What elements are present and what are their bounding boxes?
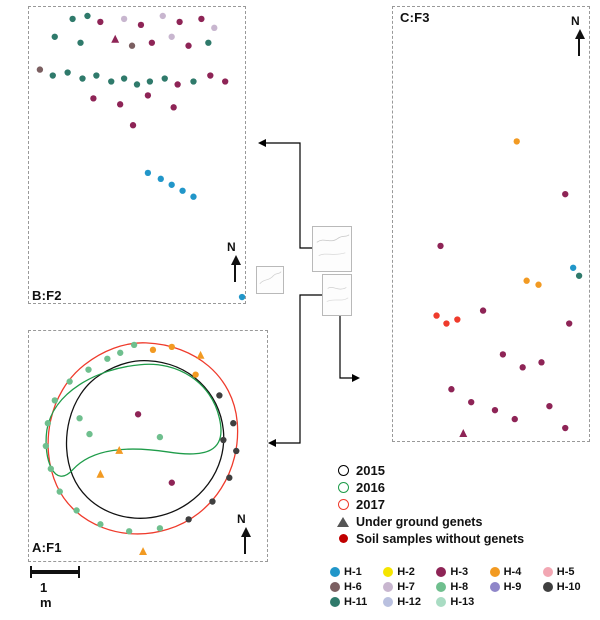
- haplotype-swatch-icon: [436, 567, 446, 577]
- f2-points: [37, 13, 245, 300]
- haplotype-item: [383, 581, 436, 593]
- legend-row-2016: [330, 479, 594, 496]
- haplotype-swatch-icon: [383, 582, 393, 592]
- panel-f3-scatter: [393, 7, 589, 441]
- haplotype-label: H-7: [397, 581, 415, 593]
- circle-outline-icon: [330, 465, 356, 476]
- f3-points: [433, 138, 582, 437]
- haplotype-item: [383, 566, 436, 578]
- circle-outline-icon: [330, 499, 356, 510]
- haplotype-label: H-11: [344, 596, 368, 608]
- haplotype-swatch-icon: [383, 567, 393, 577]
- inset-map-2: [312, 226, 352, 272]
- haplotype-item: [543, 581, 596, 593]
- haplotype-swatch-icon: [330, 582, 340, 592]
- haplotype-legend: [330, 566, 596, 608]
- haplotype-swatch-icon: [330, 567, 340, 577]
- north-arrowhead-icon: [231, 255, 241, 265]
- legend-row-soil: [330, 530, 594, 547]
- haplotype-item: [436, 596, 489, 608]
- haplotype-label: H-2: [397, 566, 415, 578]
- haplotype-item: [490, 566, 543, 578]
- haplotype-item: [330, 596, 383, 608]
- haplotype-label: H-4: [503, 566, 522, 578]
- haplotype-swatch-icon: [436, 582, 446, 592]
- f1-points: [43, 342, 240, 555]
- haplotype-swatch-icon: [383, 597, 393, 607]
- inset-map-1-sketch: [257, 267, 283, 293]
- haplotype-swatch-icon: [490, 567, 500, 577]
- triangle-icon: [330, 517, 356, 527]
- north-arrow-f2: [222, 240, 244, 284]
- f1-contours: [46, 343, 238, 534]
- haplotype-item: [330, 581, 383, 593]
- inset-map-3: [322, 274, 352, 316]
- legend-label-2016: 2016: [356, 480, 385, 495]
- legend-row-underground: [330, 513, 594, 530]
- north-arrow-f3: [566, 14, 588, 58]
- haplotype-swatch-icon: [490, 582, 500, 592]
- haplotype-swatch-icon: [330, 597, 340, 607]
- legend-label-2015: 2015: [356, 463, 385, 478]
- north-letter: N: [227, 240, 236, 254]
- haplotype-label: H-1: [344, 566, 362, 578]
- panel-f2-label: B:F2: [32, 288, 62, 303]
- north-arrowhead-icon: [241, 527, 251, 537]
- north-stem: [234, 264, 236, 282]
- north-arrowhead-icon: [575, 29, 585, 39]
- north-stem: [578, 38, 580, 56]
- inset-map-1: [256, 266, 284, 294]
- haplotype-label: H-10: [556, 581, 581, 593]
- panel-f3-label: C:F3: [400, 10, 430, 25]
- scale-bar-label: 1 m: [40, 580, 52, 610]
- haplotype-item: [383, 596, 436, 608]
- north-stem: [244, 536, 246, 554]
- panel-f3: [392, 6, 590, 442]
- legend: [330, 462, 594, 547]
- panel-f2: [28, 6, 246, 304]
- legend-label-underground: Under ground genets: [356, 514, 483, 529]
- haplotype-label: H-9: [503, 581, 522, 593]
- legend-label-soil: Soil samples without genets: [356, 531, 525, 546]
- circle-outline-icon: [330, 482, 356, 493]
- legend-row-2017: [330, 496, 594, 513]
- haplotype-label: H-6: [344, 581, 362, 593]
- haplotype-label: H-3: [450, 566, 469, 578]
- haplotype-item: [543, 566, 596, 578]
- haplotype-swatch-icon: [543, 567, 553, 577]
- haplotype-item: [436, 581, 489, 593]
- panel-f1-label: A:F1: [32, 540, 62, 555]
- haplotype-label: H-12: [397, 596, 422, 608]
- north-arrow-f1: [232, 512, 254, 556]
- scale-bar-line: [30, 570, 80, 574]
- haplotype-swatch-icon: [436, 597, 446, 607]
- haplotype-label: H-8: [450, 581, 469, 593]
- haplotype-item: [490, 581, 543, 593]
- legend-label-2017: 2017: [356, 497, 385, 512]
- haplotype-label: H-13: [450, 596, 475, 608]
- north-letter: N: [571, 14, 580, 28]
- haplotype-item: [436, 566, 489, 578]
- inset-map-2-sketch: [313, 227, 351, 271]
- inset-map-3-sketch: [323, 275, 351, 315]
- haplotype-swatch-icon: [543, 582, 553, 592]
- panel-f2-scatter: [29, 7, 245, 303]
- north-letter: N: [237, 512, 246, 526]
- legend-row-2015: [330, 462, 594, 479]
- haplotype-item: [330, 566, 383, 578]
- red-dot-icon: [330, 534, 356, 543]
- haplotype-label: H-5: [556, 566, 575, 578]
